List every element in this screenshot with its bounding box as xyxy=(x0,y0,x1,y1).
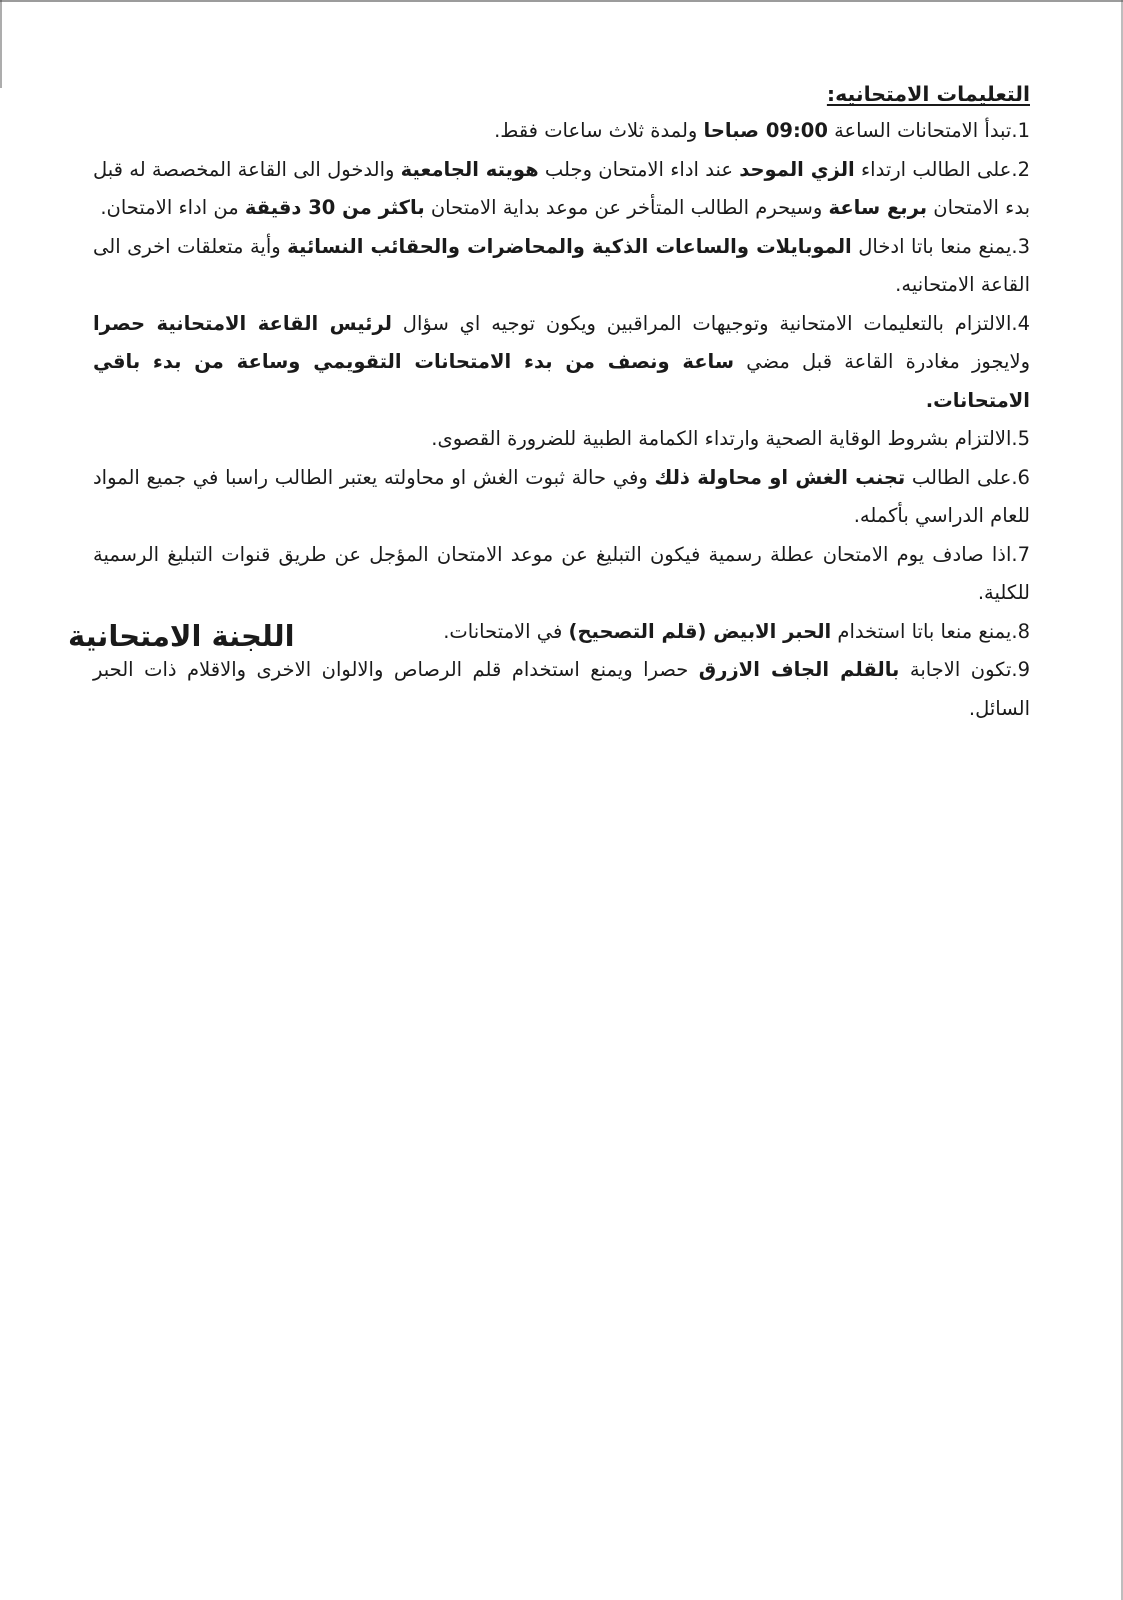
signature-committee: اللجنة الامتحانية xyxy=(68,619,295,653)
instruction-item-3: 3.يمنع منعا باتا ادخال الموبايلات والساعات الذكية والمحاضرات والحقائب النسائية وأية متعلقات اخرى الى القاعة الامتحانيه. xyxy=(93,234,1030,296)
instruction-item-7: 7.اذا صادف يوم الامتحان عطلة رسمية فيكون التبليغ عن موعد الامتحان المؤجل عن طريق قنوات التبليغ الرسمية للكلية. xyxy=(93,542,1030,604)
instruction-item-5: 5.الالتزام بشروط الوقاية الصحية وارتداء الكمامة الطبية للضرورة القصوى. xyxy=(431,427,1030,450)
instruction-item-1: 1.تبدأ الامتحانات الساعة 09:00 صباحا ولمدة ثلاث ساعات فقط. xyxy=(494,119,1030,142)
instruction-item-2: 2.على الطالب ارتداء الزي الموحد عند اداء الامتحان وجلب هويته الجامعية والدخول الى القاعة المخصصة له قبل بدء الامتحان بربع ساعة وسيحرم الطالب المتأخر عن موعد بداية الامتحان باكثر من 30 دقيقة من اداء الامتحان. xyxy=(93,157,1030,219)
instruction-item-9: 9.تكون الاجابة بالقلم الجاف الازرق حصرا ويمنع استخدام قلم الرصاص والالوان الاخرى والاقلام ذات الحبر السائل. xyxy=(93,658,1030,720)
instruction-item-6: 6.على الطالب تجنب الغش او محاولة ذلك وفي حالة ثبوت الغش او محاولته يعتبر الطالب راسبا في جميع المواد للعام الدراسي بأكمله. xyxy=(93,465,1030,527)
instruction-item-4: 4.الالتزام بالتعليمات الامتحانية وتوجيهات المراقبين ويكون توجيه اي سؤال لرئيس القاعة الامتحانية حصرا ولايجوز مغادرة القاعة قبل مضي ساعة ونصف من بدء الامتحانات التقويمي وساعة من بدء باقي الامتحانات. xyxy=(93,311,1031,412)
scan-edge-top xyxy=(0,0,1123,2)
scan-edge-left xyxy=(0,0,2,88)
instruction-item-8: 8.يمنع منعا باتا استخدام الحبر الابيض (قلم التصحيح) في الامتحانات. xyxy=(443,619,1030,643)
page-title: التعليمات الامتحانيه: xyxy=(826,82,1030,106)
